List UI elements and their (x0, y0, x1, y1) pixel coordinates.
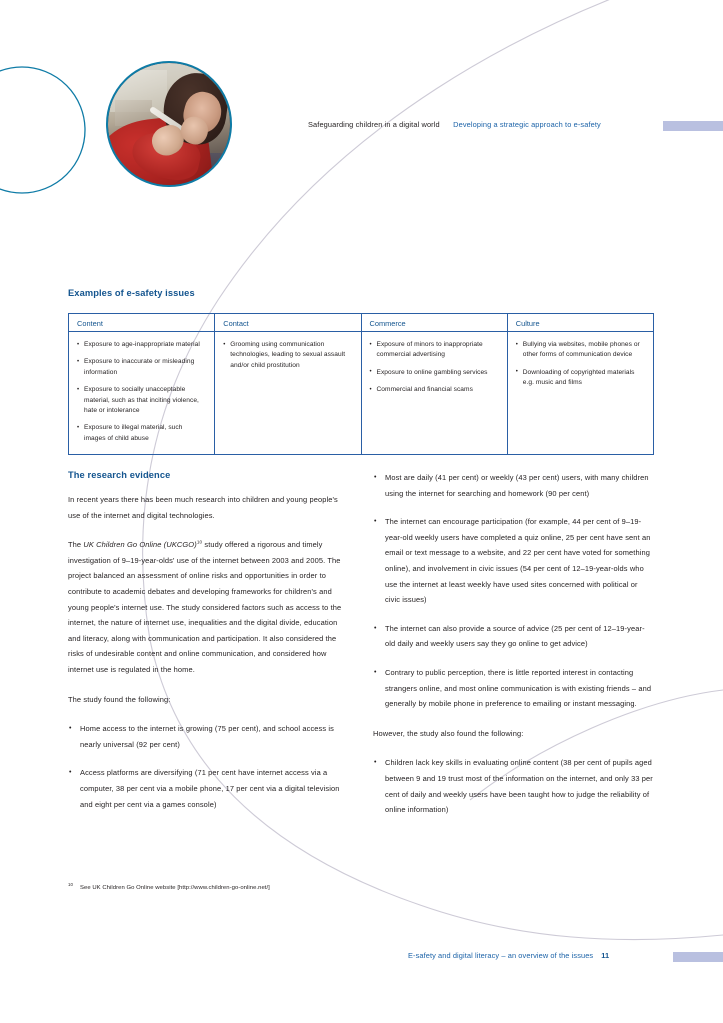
table-column-commerce (362, 314, 508, 454)
left-findings-list (68, 721, 349, 812)
table-cell-contact (215, 332, 360, 446)
paragraph-findings-lead: The study found the following: (68, 694, 171, 704)
footnote-marker: 10 (196, 539, 203, 545)
child-writing-photo (106, 61, 232, 187)
research-evidence-heading: The research evidence (68, 470, 171, 480)
left-text-column (68, 470, 349, 826)
list-item: • Downloading of copyrighted materials e.g. music and films (516, 368, 644, 389)
header-accent-block (663, 121, 723, 131)
table-header-commerce: Commerce (362, 314, 507, 332)
right-text-column (373, 470, 654, 832)
footer-accent-block (673, 952, 723, 962)
footnote (68, 880, 368, 893)
list-item: • Access platforms are diversifying (71 per cent have internet access via a computer, 38 per cent via a mobile phone, 17 per cent via a digital television and eight per cent via a games console) (68, 765, 349, 812)
list-item: • Children lack key skills in evaluating online content (38 per cent of pupils aged between 9 and 19 trust most of the information on the internet, and only 33 per cent of daily and weekly users have been taught how to judge the reliability of online information) (373, 755, 654, 817)
table-column-culture (508, 314, 653, 454)
footnote-number: 10 (68, 882, 74, 887)
paragraph-however: However, the study also found the following: (373, 728, 524, 738)
paragraph-ukcgo (68, 537, 349, 677)
table-header-contact: Contact (215, 314, 360, 332)
list-item: • Exposure to socially unacceptable material, such as that inciting violence, hate or intolerance (77, 385, 205, 416)
table-header-content: Content (69, 314, 214, 332)
running-header (308, 120, 658, 129)
page-title: Examples of e-safety issues (68, 288, 195, 298)
table-column-contact (215, 314, 361, 454)
right-findings-list-top (373, 470, 654, 712)
page-footer (408, 951, 609, 960)
table-header-culture: Culture (508, 314, 653, 332)
list-item: • The internet can encourage participation (for example, 44 per cent of 9–19-year-old weekly users have completed a quiz online, 25 per cent have sent an email or text message to a website, and 22 per cent have voted for something online), and involvement in civic issues (54 per cent of 12–19-year-olds who use the internet at least weekly have used sites concerned with political or civic issues) (373, 514, 654, 608)
page-number: 11 (601, 951, 610, 960)
footnote-text: See UK Children Go Online website [http://www.children-go-online.net/] (80, 884, 270, 891)
list-item: • Home access to the internet is growing (75 per cent), and school access is nearly universal (92 per cent) (68, 721, 349, 752)
list-item: • Most are daily (41 per cent) or weekly (43 per cent) users, with many children using the internet for searching and homework (90 per cent) (373, 470, 654, 501)
table-cell-content (69, 332, 214, 454)
list-item: • Exposure to illegal material, such images of child abuse (77, 423, 205, 444)
list-item: • Commercial and financial scams (370, 385, 498, 395)
table-cell-commerce (362, 332, 507, 446)
right-findings-list-bottom (373, 755, 654, 817)
paragraph-ukcgo-post: study offered a rigorous and timely investigation of 9–19-year-olds' use of the internet between 2003 and 2005. The project balanced an assessment of online risks and opportunities in order to contribute to academic debates and developing frameworks for children's and young people's internet use. The study considered factors such as access to the internet, the nature of internet use, inequalities and the digital divide, education and literacy, along with communication and participation. It also considered the risks of undesirable content and online communication, and considered how internet use is regulated in the home. (68, 540, 342, 674)
footer-title: E-safety and digital literacy – an overview of the issues (408, 951, 594, 960)
study-title-italic: UK Children Go Online (UKCGO) (83, 540, 197, 550)
list-item: • Exposure of minors to inappropriate commercial advertising (370, 340, 498, 361)
e-safety-issues-table (68, 313, 654, 455)
table-cell-culture (508, 332, 653, 446)
running-header-subtitle: Developing a strategic approach to e-safety (453, 120, 601, 129)
running-header-title: Safeguarding children in a digital world (308, 120, 440, 129)
decorative-outline-circle (0, 67, 85, 193)
list-item: • Bullying via websites, mobile phones or other forms of communication device (516, 340, 644, 361)
paragraph-ukcgo-pre: The (68, 540, 84, 550)
list-item: • Exposure to age-inappropriate material (77, 340, 205, 350)
list-item: • The internet can also provide a source of advice (25 per cent of 12–19-year-old daily and weekly users say they go online to get advice) (373, 621, 654, 652)
paragraph-intro: In recent years there has been much research into children and young people's use of the internet and digital technologies. (68, 495, 338, 520)
table-column-content (69, 314, 215, 454)
list-item: • Contrary to public perception, there is little reported interest in contacting strangers online, and most online communication is with existing friends – and generally by mobile phone in preference to emailing or instant messaging. (373, 665, 654, 712)
list-item: • Exposure to online gambling services (370, 368, 498, 378)
table-header-row (69, 314, 653, 454)
list-item: • Grooming using communication technologies, leading to sexual assault and/or child prostitution (223, 340, 351, 371)
list-item: • Exposure to inaccurate or misleading information (77, 357, 205, 378)
photo-inner (108, 63, 230, 185)
